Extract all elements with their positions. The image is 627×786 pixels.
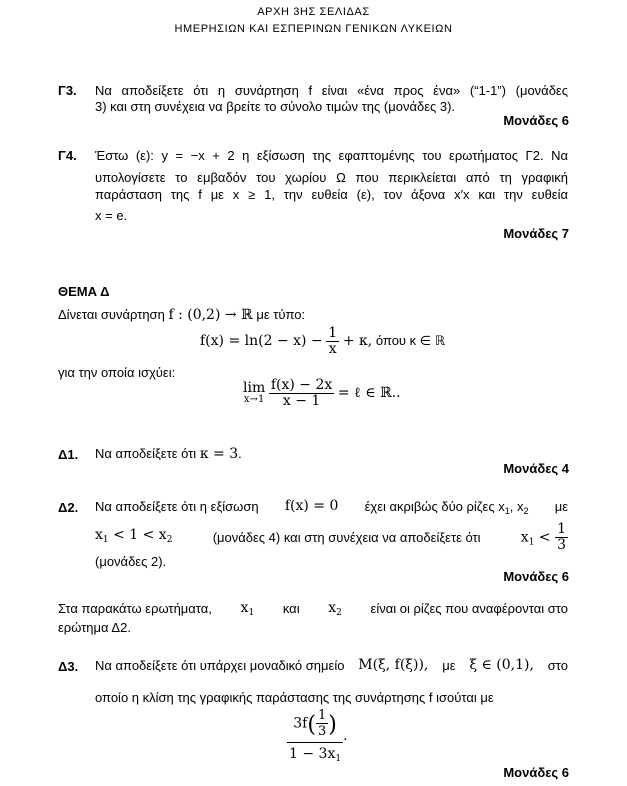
question-d2-bound-lt: < [534, 529, 551, 546]
question-d1-marks: Μονάδες 4 [503, 461, 569, 476]
formula-right: + κ, [342, 332, 373, 349]
question-d3-right-paren: ) [328, 712, 337, 738]
question-d3-line1 [95, 655, 568, 676]
question-d2-bound-sub: 1 [528, 537, 535, 548]
question-d2-line2-c: (μονάδες 4) και στη συνέχεια να αποδείξετε ότι [212, 530, 481, 546]
limit-right: = ℓ ∈ ℝ.. [337, 384, 401, 401]
question-d3-marks: Μονάδες 6 [503, 765, 569, 780]
question-g3-line2: 3) και στη συνέχεια να βρείτε το σύνολο τιμών της (μονάδες 3). [95, 99, 456, 114]
question-d2-line1-a: Να αποδείξετε ότι η εξίσωση [95, 499, 259, 514]
theme-intro-end: με τύπο: [256, 307, 306, 322]
question-d2-line3: (μονάδες 2). [95, 554, 167, 569]
limit-operator [243, 379, 266, 406]
question-d3-frac-den [287, 743, 343, 767]
question-d2-roots [365, 496, 529, 522]
note-x2-sub: 2 [336, 608, 342, 618]
question-d2-fraction [555, 522, 568, 553]
question-d2-sub2: 2 [523, 506, 529, 516]
question-g4-line4: x = e. [95, 208, 128, 223]
question-d3-line1-b: με [442, 658, 456, 673]
formula-fraction [326, 326, 339, 357]
question-d3-line1-math: M(ξ, f(ξ)), [358, 657, 429, 673]
note-x2-base: x [328, 600, 337, 616]
note-x1 [241, 598, 255, 624]
theme-intro [58, 304, 305, 326]
question-d2-ineq [95, 525, 172, 551]
question-d3-line1-math2: ξ ∈ (0,1), [469, 657, 534, 673]
question-g3-line1: Να αποδείξετε ότι η συνάρτηση f είναι «ένα προς ένα» (“1-1”) (μονάδες [95, 83, 568, 98]
question-d2-line1-math: f(x) = 0 [284, 498, 339, 514]
limit-lim: lim [243, 379, 266, 396]
formula-left: f(x) = ln(2 − x) − [200, 332, 323, 349]
page-header-line1: ΑΡΧΗ 3ΗΣ ΣΕΛΙΔΑΣ [257, 6, 370, 18]
question-d2-ineq-mid: < 1 < x [108, 526, 167, 543]
question-d3-frac-den-sub: 1 [335, 754, 342, 764]
question-d3-left-paren: ( [307, 712, 316, 738]
condition-text: για την οποία ισχύει: [58, 365, 176, 380]
limit-fraction-num: f(x) − 2x [270, 377, 333, 393]
note-line1-a: Στα παρακάτω ερωτήματα, [58, 601, 212, 616]
question-d3-frac [287, 706, 343, 767]
question-d2-x1: x [95, 526, 103, 543]
question-d3-inner-frac [316, 708, 328, 739]
question-d3-label: Δ3. [58, 659, 79, 674]
question-d2-bound-x: x [520, 529, 529, 546]
limit-fraction [269, 378, 334, 409]
note-line2: ερώτημα Δ2. [58, 620, 131, 635]
question-d3-fraction [287, 706, 348, 767]
note-x1-base: x [240, 600, 249, 616]
question-d2-fraction-num: 1 [557, 521, 566, 537]
question-g3-marks: Μονάδες 6 [503, 113, 569, 128]
limit-expression [243, 378, 401, 409]
question-d1-body: Να αποδείξετε ότι [95, 446, 197, 461]
question-d3-frac-num [287, 706, 343, 743]
question-d3-frac-num-a: 3f [293, 715, 308, 732]
formula-where: όπου κ ∈ ℝ [375, 332, 445, 348]
question-d3-frac-end: . [343, 727, 348, 744]
question-g3-label: Γ3. [58, 83, 77, 98]
note-line1-b: είναι οι ρίζες που αναφέρονται στο [370, 601, 568, 616]
question-d3-inner-den: 3 [317, 724, 327, 739]
question-d2-x1-sub: 1 [102, 534, 109, 545]
question-d3-line1-a: Να αποδείξετε ότι υπάρχει μοναδικό σημείο [95, 658, 345, 673]
question-g4-line3: παράσταση της f με x ≥ 1, την ευθεία (ε), τον άξονα x′x και την ευθεία [95, 187, 568, 202]
question-d1-label: Δ1. [58, 447, 79, 462]
limit-sub: x→1 [243, 393, 265, 405]
question-d3-frac-den-text: 1 − 3x [289, 746, 336, 762]
question-d2-line1-b: έχει ακριβώς δύο ρίζες x [364, 499, 505, 514]
page-header-line2: ΗΜΕΡΗΣΙΩΝ ΚΑΙ ΕΣΠΕΡΙΝΩΝ ΓΕΝΙΚΩΝ ΛΥΚΕΙΩΝ [174, 23, 453, 35]
note-x2 [328, 598, 342, 624]
theme-intro-text: Δίνεται συνάρτηση [58, 307, 165, 322]
theme-title: ΘΕΜΑ Δ [58, 284, 110, 299]
question-d2-label: Δ2. [58, 500, 79, 515]
question-d2-x2-sub: 2 [166, 534, 173, 545]
note-x1-sub: 1 [248, 608, 255, 618]
question-d2-line1 [95, 496, 568, 522]
question-d3-line1-c: στο [547, 658, 568, 673]
question-g4-marks: Μονάδες 7 [503, 226, 569, 241]
question-d3-line2: οποίο η κλίση της γραφικής παράστασης της συνάρτησης f ισούται με [95, 690, 494, 705]
question-d2-line2 [95, 522, 568, 554]
question-d1-math: κ = 3 [199, 446, 239, 462]
question-d2-bound [521, 522, 568, 554]
note-and: και [282, 601, 300, 616]
question-d2-line1-c: , x [509, 499, 524, 514]
question-d2-marks: Μονάδες 6 [503, 569, 569, 584]
question-d2-sub1: 1 [504, 506, 510, 516]
formula-fraction-den: x [328, 341, 337, 357]
question-d2-fraction-den: 3 [557, 537, 566, 553]
question-g4-label: Γ4. [58, 148, 77, 163]
question-d3-inner-num: 1 [317, 708, 327, 723]
note-line1 [58, 598, 568, 624]
question-d1-text [95, 443, 242, 465]
question-d1-end: . [238, 446, 242, 461]
question-d2-line1-d: με [554, 499, 568, 514]
formula-fraction-num: 1 [328, 325, 338, 341]
formula-fx [200, 326, 445, 357]
theme-intro-math: f : (0,2) → ℝ [168, 307, 253, 323]
question-g4-line1: Έστω (ε): y = −x + 2 η εξίσωση της εφαπτομένης του ερωτήματος Γ2. Να [95, 148, 568, 163]
limit-fraction-den: x − 1 [282, 393, 321, 409]
question-g4-line2: υπολογίσετε το εμβαδόν του χωρίου Ω που περικλείεται από τη γραφική [95, 170, 568, 185]
